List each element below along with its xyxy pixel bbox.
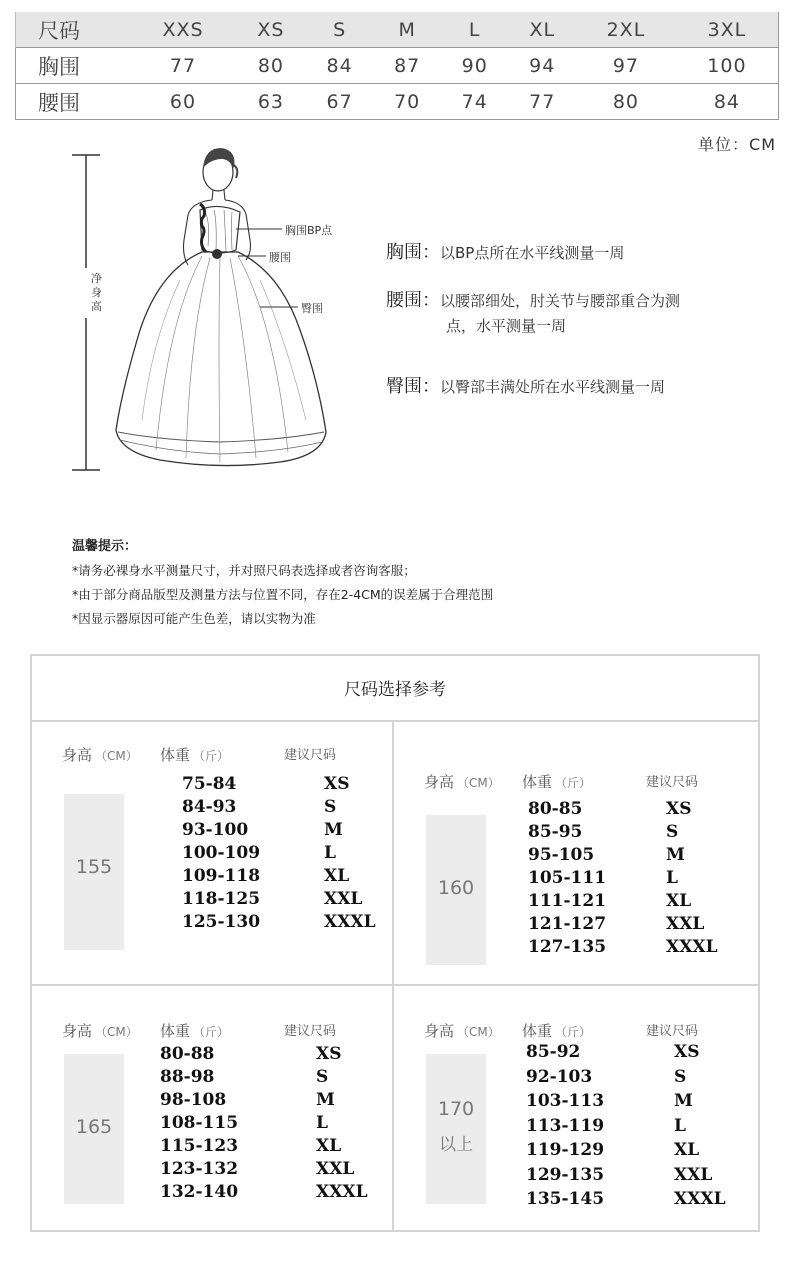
waist-label: 腰围 bbox=[16, 84, 131, 120]
weight-size-row bbox=[424, 937, 744, 959]
notes-section bbox=[72, 535, 493, 631]
waist-description bbox=[386, 288, 680, 339]
height-header-unit: （CM） bbox=[457, 776, 500, 790]
bust-row bbox=[16, 48, 779, 84]
weight-size-row bbox=[424, 914, 744, 936]
weight-range: 111-121 bbox=[528, 891, 607, 911]
weight-range: 98-108 bbox=[160, 1090, 227, 1110]
weight-size-row bbox=[62, 1136, 382, 1158]
waist-value: 60 bbox=[130, 84, 236, 120]
waist-value: 63 bbox=[236, 84, 306, 120]
size-header-row bbox=[16, 12, 779, 48]
height-header bbox=[424, 1020, 500, 1041]
unit-label: 单位：CM bbox=[698, 135, 776, 154]
suggested-size: XXXL bbox=[666, 937, 718, 957]
weight-size-row bbox=[62, 820, 382, 842]
height-header bbox=[62, 744, 138, 765]
suggested-size: M bbox=[666, 845, 685, 865]
weight-range: 127-135 bbox=[528, 937, 607, 957]
note-item: *请务必裸身水平测量尺寸，并对照尺码表选择或者咨询客服； bbox=[72, 563, 416, 578]
colon: ： bbox=[422, 290, 440, 311]
weight-range: 119-129 bbox=[526, 1140, 605, 1160]
gown-illustration bbox=[60, 140, 380, 480]
waist-value: 84 bbox=[676, 84, 779, 120]
gown-figure-drawing bbox=[60, 140, 380, 480]
weight-range: 75-84 bbox=[182, 774, 237, 794]
weight-size-row bbox=[62, 1182, 382, 1204]
height-header-label: 身高 bbox=[62, 746, 93, 764]
waist-term: 腰围 bbox=[386, 290, 422, 311]
height-header-label: 身高 bbox=[424, 1022, 455, 1040]
weight-size-row bbox=[424, 891, 744, 913]
weight-header-unit: （斤） bbox=[193, 1025, 230, 1039]
weight-header-unit: （斤） bbox=[555, 1025, 592, 1039]
suggested-size: XXL bbox=[666, 914, 705, 934]
weight-range: 85-92 bbox=[526, 1042, 581, 1062]
weight-header-label: 体重 bbox=[160, 1022, 191, 1040]
weight-header-label: 体重 bbox=[522, 773, 553, 791]
suggested-size: XS bbox=[674, 1042, 700, 1062]
weight-range: 105-111 bbox=[528, 868, 607, 888]
weight-range: 125-130 bbox=[182, 912, 261, 932]
height-header-label: 身高 bbox=[424, 773, 455, 791]
weight-size-row bbox=[424, 1042, 744, 1064]
size-cell: XL bbox=[508, 12, 576, 48]
bust-description bbox=[386, 240, 624, 266]
note-item: *由于部分商品版型及测量方法与位置不同，存在2-4CM的误差属于合理范围 bbox=[72, 587, 494, 602]
size-chart-table bbox=[15, 12, 779, 120]
weight-range: 93-100 bbox=[182, 820, 249, 840]
size-cell: XXS bbox=[130, 12, 236, 48]
waist-label-illus: 腰围 bbox=[269, 251, 291, 264]
suggested-size: S bbox=[674, 1066, 687, 1087]
suggested-size-header: 建议尺码 bbox=[646, 775, 699, 790]
colon: ： bbox=[422, 376, 440, 397]
weight-header-unit: （斤） bbox=[555, 776, 592, 790]
bust-value: 84 bbox=[306, 48, 374, 84]
height-header-label: 身高 bbox=[62, 1022, 93, 1040]
weight-range: 129-135 bbox=[526, 1164, 605, 1185]
weight-size-row bbox=[62, 912, 382, 934]
weight-size-row bbox=[62, 843, 382, 865]
weight-range: 85-95 bbox=[528, 822, 583, 842]
weight-range: 118-125 bbox=[182, 889, 261, 909]
size-cell: M bbox=[373, 12, 441, 48]
waist-value: 77 bbox=[508, 84, 576, 120]
bust-value: 77 bbox=[130, 48, 236, 84]
weight-size-row bbox=[424, 1189, 744, 1211]
height-header bbox=[62, 1020, 138, 1041]
height-value: 170 bbox=[437, 1098, 475, 1120]
suggested-size: XL bbox=[674, 1140, 700, 1160]
weight-range: 115-123 bbox=[160, 1136, 239, 1156]
weight-header-label: 体重 bbox=[522, 1022, 553, 1040]
size-reference-panel bbox=[30, 654, 760, 1232]
bust-value: 100 bbox=[676, 48, 779, 84]
weight-range: 80-88 bbox=[160, 1044, 215, 1064]
suggested-size: XXL bbox=[674, 1164, 713, 1185]
height-value: 165 bbox=[75, 1116, 113, 1138]
reference-group-155 bbox=[62, 744, 382, 954]
weight-header bbox=[522, 771, 591, 792]
weight-header bbox=[160, 744, 229, 765]
weight-size-row bbox=[62, 866, 382, 888]
suggested-size: XXL bbox=[316, 1159, 355, 1179]
weight-size-row bbox=[424, 822, 744, 844]
waist-text: 以腰部细处，肘关节与腰部重合为测 bbox=[440, 292, 681, 310]
weight-range: 95-105 bbox=[528, 845, 595, 865]
weight-size-row bbox=[424, 1116, 744, 1138]
suggested-size: XS bbox=[324, 774, 350, 794]
waist-value: 74 bbox=[441, 84, 509, 120]
note-item: *因显示器原因可能产生色差，请以实物为准 bbox=[72, 611, 316, 626]
size-header-label: 尺码 bbox=[16, 12, 131, 48]
weight-size-row bbox=[424, 1165, 744, 1187]
weight-size-row bbox=[62, 889, 382, 911]
weight-size-row bbox=[424, 1091, 744, 1113]
height-value: 155 bbox=[75, 856, 113, 878]
weight-size-row bbox=[424, 845, 744, 867]
weight-range: 88-98 bbox=[160, 1067, 215, 1087]
suggested-size-header: 建议尺码 bbox=[284, 1024, 337, 1039]
weight-header bbox=[160, 1020, 229, 1041]
waist-value: 67 bbox=[306, 84, 374, 120]
weight-size-row bbox=[424, 868, 744, 890]
suggested-size: S bbox=[316, 1067, 329, 1087]
weight-size-row bbox=[62, 1113, 382, 1135]
size-cell: 2XL bbox=[576, 12, 676, 48]
weight-range: 135-145 bbox=[526, 1189, 605, 1209]
bust-term: 胸围 bbox=[386, 242, 422, 263]
suggested-size: L bbox=[324, 843, 336, 863]
bust-value: 97 bbox=[576, 48, 676, 84]
waist-row bbox=[16, 84, 779, 120]
height-label: 净身高 bbox=[91, 272, 102, 313]
suggested-size-header: 建议尺码 bbox=[284, 748, 337, 763]
weight-size-row bbox=[62, 774, 382, 796]
weight-range: 109-118 bbox=[182, 866, 261, 886]
weight-size-row bbox=[424, 1067, 744, 1089]
suggested-size: L bbox=[316, 1113, 328, 1133]
reference-group-170 bbox=[424, 1020, 744, 1230]
weight-size-row bbox=[62, 1044, 382, 1066]
hip-term: 臀围 bbox=[386, 376, 422, 397]
weight-size-row bbox=[62, 1159, 382, 1181]
height-header-unit: （CM） bbox=[95, 1025, 138, 1039]
bust-value: 87 bbox=[373, 48, 441, 84]
suggested-size: XL bbox=[316, 1136, 342, 1156]
weight-range: 132-140 bbox=[160, 1182, 239, 1202]
height-header-unit: （CM） bbox=[457, 1025, 500, 1039]
notes-title: 温馨提示： bbox=[72, 539, 138, 554]
size-cell: S bbox=[306, 12, 374, 48]
height-header-unit: （CM） bbox=[95, 749, 138, 763]
weight-range: 100-109 bbox=[182, 843, 261, 863]
weight-range: 121-127 bbox=[528, 914, 607, 934]
weight-range: 103-113 bbox=[526, 1091, 605, 1111]
suggested-size: XS bbox=[316, 1044, 342, 1064]
bust-bp-label: 胸围BP点 bbox=[285, 224, 333, 237]
weight-range: 108-115 bbox=[160, 1113, 239, 1133]
suggested-size: L bbox=[674, 1115, 686, 1136]
weight-size-row bbox=[424, 1140, 744, 1162]
divider bbox=[392, 720, 394, 1232]
hip-text: 以臀部丰满处所在水平线测量一周 bbox=[440, 378, 666, 396]
suggested-size: XS bbox=[666, 799, 692, 819]
height-value-suffix: 以上 bbox=[439, 1135, 473, 1155]
weight-range: 84-93 bbox=[182, 797, 237, 817]
suggested-size: S bbox=[666, 822, 679, 842]
size-cell: XS bbox=[236, 12, 306, 48]
height-value: 160 bbox=[437, 877, 475, 899]
bust-value: 80 bbox=[236, 48, 306, 84]
weight-range: 92-103 bbox=[526, 1066, 593, 1087]
suggested-size: XXXL bbox=[324, 912, 376, 932]
weight-header-unit: （斤） bbox=[193, 749, 230, 763]
reference-title: 尺码选择参考 bbox=[32, 656, 758, 722]
suggested-size: XL bbox=[324, 866, 350, 886]
waist-text-cont: 点，水平测量一周 bbox=[446, 317, 567, 335]
weight-size-row bbox=[62, 1090, 382, 1112]
weight-range: 80-85 bbox=[528, 799, 583, 819]
bust-text: 以BP点所在水平线测量一周 bbox=[440, 244, 625, 262]
colon: ： bbox=[422, 242, 440, 263]
suggested-size: XL bbox=[666, 891, 692, 911]
hip-label-illus: 臀围 bbox=[301, 302, 323, 315]
bust-label: 胸围 bbox=[16, 48, 131, 84]
suggested-size: M bbox=[316, 1090, 335, 1110]
suggested-size-header: 建议尺码 bbox=[646, 1024, 699, 1039]
weight-header-label: 体重 bbox=[160, 746, 191, 764]
hip-description bbox=[386, 374, 665, 400]
suggested-size: S bbox=[324, 797, 337, 817]
weight-header bbox=[522, 1020, 591, 1041]
weight-range: 113-119 bbox=[526, 1115, 605, 1136]
reference-group-160 bbox=[424, 771, 744, 981]
suggested-size: XXL bbox=[324, 889, 363, 909]
suggested-size: XXXL bbox=[316, 1182, 368, 1202]
suggested-size: M bbox=[324, 820, 343, 840]
weight-range: 123-132 bbox=[160, 1159, 239, 1179]
suggested-size: XXXL bbox=[674, 1189, 726, 1209]
waist-value: 80 bbox=[576, 84, 676, 120]
reference-group-165 bbox=[62, 1020, 382, 1230]
weight-size-row bbox=[62, 797, 382, 819]
bust-value: 94 bbox=[508, 48, 576, 84]
weight-size-row bbox=[424, 799, 744, 821]
waist-value: 70 bbox=[373, 84, 441, 120]
weight-size-row bbox=[62, 1067, 382, 1089]
divider bbox=[32, 984, 758, 986]
suggested-size: L bbox=[666, 868, 678, 888]
size-cell: L bbox=[441, 12, 509, 48]
bust-value: 90 bbox=[441, 48, 509, 84]
size-cell: 3XL bbox=[676, 12, 779, 48]
suggested-size: M bbox=[674, 1091, 693, 1111]
height-header bbox=[424, 771, 500, 792]
